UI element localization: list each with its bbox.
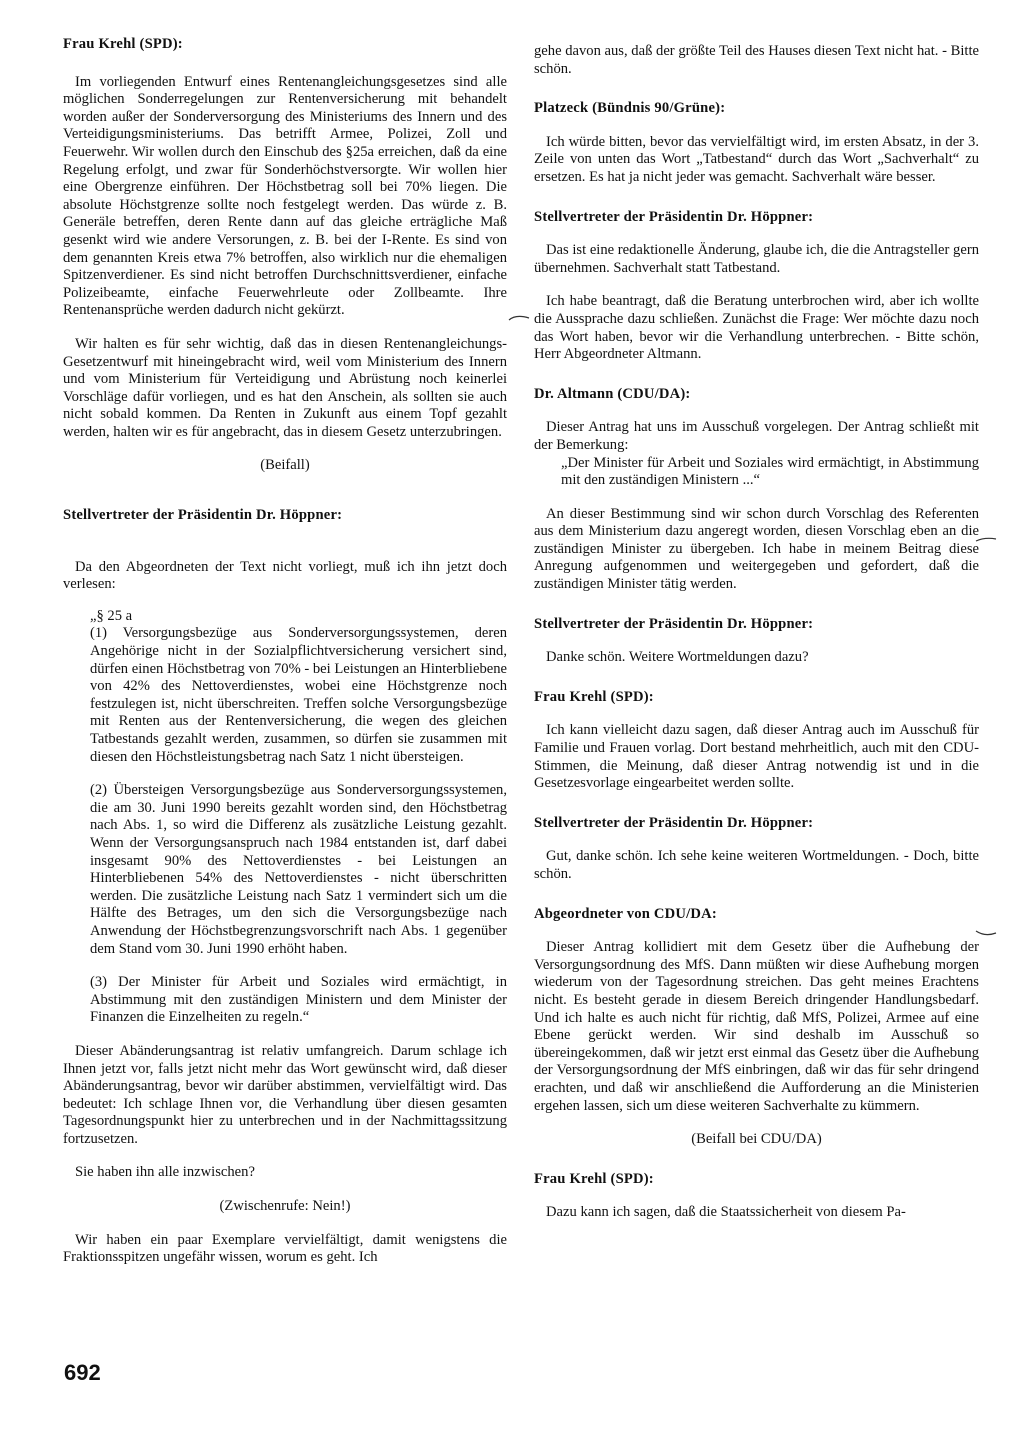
speaker-heading: Frau Krehl (SPD): xyxy=(534,688,654,705)
inline-quote: „Der Minister für Arbeit und Soziales wird ermächtigt, in Abstimmung mit den zuständigen Ministern ...“ xyxy=(561,454,979,489)
quote-paragraph: (3) Der Minister für Arbeit und Soziales wird ermächtigt, in Abstimmung mit den zuständigen Ministern und dem Minister der Finanzen die Einzelheiten zu regeln.“ xyxy=(90,974,507,1026)
left-column xyxy=(63,36,507,1267)
paragraph: Ich würde bitten, bevor das vervielfältigt wird, im ersten Absatz, in der 3. Zeile von unten das Wort „Tatbestand“ durch das Wort „Sachverhalt“ zu ersetzen. Es hat ja nicht jeder was gemacht. Sachverhalt wäre besser. xyxy=(534,133,979,185)
quoted-amendment xyxy=(63,608,507,1027)
paragraph: Wir haben ein paar Exemplare vervielfältigt, damit wenigstens die Fraktionsspitzen ungefähr wissen, worum es geht. Ich xyxy=(63,1231,507,1266)
quote-heading: „§ 25 a xyxy=(90,607,133,624)
speaker-heading: Stellvertreter der Präsidentin Dr. Höppner: xyxy=(534,615,814,632)
paragraph: Da den Abgeordneten der Text nicht vorliegt, muß ich ihn jetzt doch verlesen: xyxy=(63,558,507,593)
paragraph: Dazu kann ich sagen, daß die Staatssicherheit von diesem Pa- xyxy=(546,1204,906,1221)
paragraph: Sie haben ihn alle inzwischen? xyxy=(75,1164,255,1181)
page-number: 692 xyxy=(64,1360,101,1385)
speaker-heading: Stellvertreter der Präsidentin Dr. Höppner: xyxy=(534,814,814,831)
paragraph: Dieser Antrag kollidiert mit dem Gesetz über die Aufhebung der Versorgungsordnung des MfS. Dann müßten wir diese Aufhebung morgen wiederum von der Tagesordnung streichen. Das geht meines Erachtens nicht. Es besteht gerade in diesem Bereich dringender Handlungsbedarf. Und ich halte es auch nicht für richtig, daß MfS, Polizei, Armee auf eine Ebene gerückt werden. Wir sind deshalb im Ausschuß so übereingekommen, daß wir jetzt erst einmal das Gesetz über die Aufhebung der Versorgungsordnung der MfS einbringen, daß wir das für sehr dringend erachten, und daß wir anschließend die Aufforderung an die Ministerien ergehen lassen, sich um diese weiteren Sachverhalte zu kümmern. xyxy=(534,939,979,1114)
speaker-heading: Frau Krehl (SPD): xyxy=(534,1170,654,1187)
right-column xyxy=(534,43,979,1222)
quote-paragraph: (1) Versorgungsbezüge aus Sonderversorgungssystemen, deren Angehörige nicht in der Sozialpflichtversicherung versichert sind, dürfen einen Höchstbetrag von 70% - bei Leistungen an Hinterbliebene von 42% des Nettoverdienstes, wobei eine Höchstgrenze noch festzulegen ist, nicht überschreiten. Treffen solche Versorgungsbezüge mit Renten aus der Rentenversicherung, die wegen des gleichen Tatbestands gezahlt werden, zusammen, so dürfen sie zusammen mit diesen den Höchstleistungsbetrag nach Satz 1 nicht übersteigen. xyxy=(90,625,507,765)
paragraph: Im vorliegenden Entwurf eines Rentenangleichungsgesetzes sind alle möglichen Sonderregelungen zur Rentenversicherung mit behandelt worden außer der Sonderversorgung des Ministeriums des Innern und des Verteidigungsministeriums. Das betrifft Armee, Polizei, Zoll und Feuerwehr. Wir wollen durch den Einschub des §25a erreichen, daß da eine Regelung erfolgt, und zwar für Sonderhöchstversorgte. Wir wollen hier eine Obergrenze einführen. Der Höchstbetrag soll bei 70% liegen. Die absolute Höchstgrenze sollte noch festgelegt werden. Das würde z. B. Generäle betreffen, deren Rente dann auf das gleiche erträgliche Maß gesenkt wird wie andere Versorungen, z. B. bei der I-Rente. Es sind von dem genannten Kreis etwa 7% betroffen, also wirklich nur die ehemaligen Spitzenverdiener. Es sind nicht betroffen Durchschnittsverdiener, einfache Polizeibeamte, einfache Feuerwehrleute oder Zollbeamte. Ihre Rentenansprüche werden dadurch nicht gekürzt. xyxy=(63,73,507,319)
applause-note: (Beifall bei CDU/DA) xyxy=(691,1131,822,1148)
paragraph: Das ist eine redaktionelle Änderung, glaube ich, die die Antragsteller gern übernehmen. Sachverhalt statt Tatbestand. xyxy=(534,242,979,276)
paragraph: gehe davon aus, daß der größte Teil des Hauses diesen Text nicht hat. - Bitte schön. xyxy=(534,43,979,77)
speaker-heading: Frau Krehl (SPD): xyxy=(63,36,183,52)
paragraph: Ich habe beantragt, daß die Beratung unterbrochen wird, aber ich wollte die Aussprache dazu schließen. Zunächst die Frage: Wer möchte dazu noch das Wort haben, bevor wir die Verhandlung unterbrechen. - Bitte schön, Herr Abgeordneter Altmann. xyxy=(534,293,979,363)
speaker-heading: Stellvertreter der Präsidentin Dr. Höppner: xyxy=(63,507,343,524)
speaker-heading: Abgeordneter von CDU/DA: xyxy=(534,905,717,922)
speaker-heading: Stellvertreter der Präsidentin Dr. Höppner: xyxy=(534,208,814,225)
paragraph: Dieser Antrag hat uns im Ausschuß vorgelegen. Der Antrag schließt mit der Bemerkung: xyxy=(534,419,979,453)
quote-paragraph: (2) Übersteigen Versorgungsbezüge aus Sonderversorgungssystemen, die am 30. Juni 1990 bereits gezahlt worden sind, den Höchstbetrag nach Abs. 1, so wird die Differenz als zusätzliche Leistung gezahlt. Wenn der Versorgungsanspruch nach 1984 entstanden ist, darf dabei insgesamt 90% des Nettoverdienstes - bei Leistungen an Hinterbliebenen 54% des Nettoverdienstes - nicht überschritten werden. Die zusätzliche Leistung nach Satz 1 vermindert sich um die Hälfte des Betrages, um den sich die Versorgungsbezüge nach Anwendung der Höchstbegrenzungsvorschrift nach Abs. 1 gegenüber dem Stand vom 30. Juni 1990 erhöht haben. xyxy=(90,782,507,957)
margin-mark-icon xyxy=(975,927,997,939)
paragraph: An dieser Bestimmung sind wir schon durch Vorschlag des Referenten aus dem Ministerium dazu angeregt worden, diesen Vorschlag eben an die zuständigen Minister zu übergeben. Ich habe in meinem Beitrag diese Anregung aufgenommen und weitergegeben und gefordert, daß die zuständigen Minister tätig werden. xyxy=(534,505,979,593)
paragraph: Ich kann vielleicht dazu sagen, daß dieser Antrag auch im Ausschuß für Familie und Frauen vorlag. Dort bestand mehrheitlich, auch mit den CDU-Stimmen, die Meinung, daß dieser Antrag notwendig ist und in die Gesetzesvorlage eingearbeitet werden sollte. xyxy=(534,722,979,792)
paragraph: Dieser Abänderungsantrag ist relativ umfangreich. Darum schlage ich Ihnen jetzt vor, falls jetzt nicht mehr das Wort gewünscht wird, daß dieser Abänderungsantrag, bevor wir darüber abstimmen, vervielfältigt wird. Das bedeutet: Ich schlage Ihnen vor, die Verhandlung über diesen gesamten Tagesordnungspunkt hier zu unterbrechen und in der Nachmittagssitzung fortzusetzen. xyxy=(63,1042,507,1147)
speaker-heading: Platzeck (Bündnis 90/Grüne): xyxy=(534,100,726,117)
applause-note: (Beifall) xyxy=(260,457,310,474)
paragraph: Wir halten es für sehr wichtig, daß das in diesen Rentenangleichungs-Gesetzentwurf mit hineingebracht wird, weil vom Ministerium des Innern und vom Ministerium für Verteidigung und Abrüstung noch keinerlei Vorschläge dafür vorliegen, und es hat den Anschein, als sollten sie auch nicht sobald kommen. Da Renten in Zukunft aus einem Topf gezahlt werden, halten wir es für angebracht, das in diesem Gesetz unterzubringen. xyxy=(63,335,507,440)
margin-mark-icon xyxy=(975,535,997,547)
interjection-note: (Zwischenrufe: Nein!) xyxy=(219,1198,351,1215)
paragraph: Danke schön. Weitere Wortmeldungen dazu? xyxy=(546,649,809,666)
speaker-heading: Dr. Altmann (CDU/DA): xyxy=(534,385,691,402)
paragraph: Gut, danke schön. Ich sehe keine weiteren Wortmeldungen. - Doch, bitte schön. xyxy=(534,848,979,882)
margin-mark-icon xyxy=(508,312,530,324)
